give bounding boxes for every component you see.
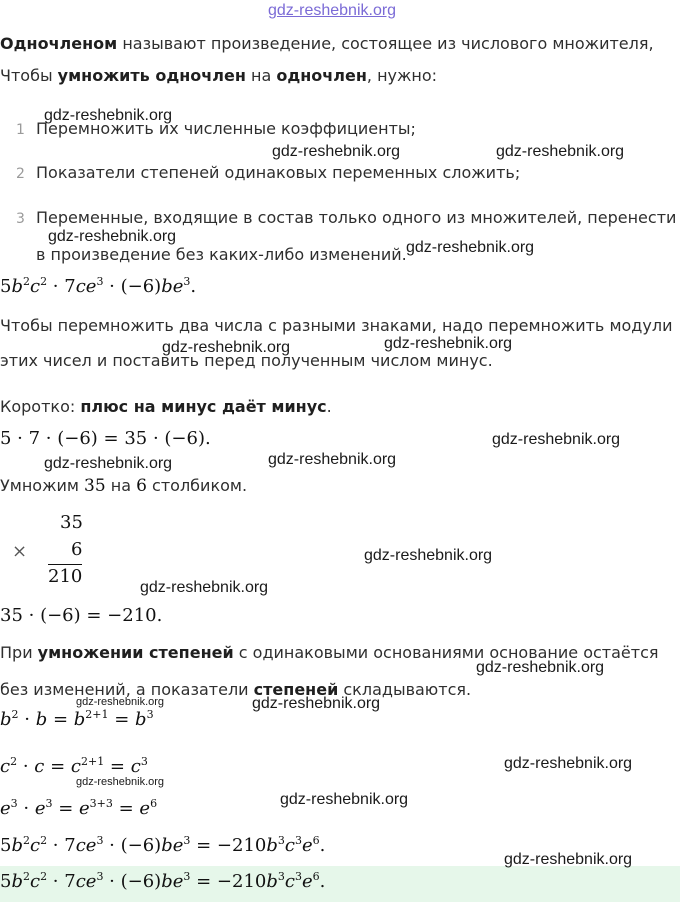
rule-bold-1: умножить одночлен bbox=[57, 66, 246, 85]
expression-product: $5b^2c^2 \cdot 7ce^3 \cdot (-6)be^3$. bbox=[0, 275, 197, 297]
equation-result: 35 · (−6) = −210. bbox=[0, 605, 163, 626]
watermark: gdz-reshebnik.org bbox=[268, 451, 397, 468]
signs-rule-line-2: этих чисел и поставить перед полученным числом минус. bbox=[0, 351, 493, 370]
watermark: gdz-reshebnik.org bbox=[496, 143, 625, 160]
watermark: gdz-reshebnik.org bbox=[162, 339, 291, 356]
watermark: gdz-reshebnik.org bbox=[280, 791, 409, 808]
watermark: gdz-reshebnik.org bbox=[504, 755, 633, 772]
step-number-1: 1 bbox=[16, 122, 25, 138]
watermark: gdz-reshebnik.org bbox=[76, 776, 165, 788]
watermark: gdz-reshebnik.org bbox=[140, 579, 269, 596]
definition-term: Одночленом bbox=[0, 34, 118, 53]
signs-rule-line-1: Чтобы перемножить два числа с разными знаками, надо перемножить модули bbox=[0, 316, 673, 335]
watermark: gdz-reshebnik.org bbox=[384, 335, 513, 352]
power-rule-e: $e^3 \cdot e^3 = e^{3+3} = e^6$ bbox=[0, 797, 158, 819]
power-rule-c: $c^2 \cdot c = c^{2+1} = c^3$ bbox=[0, 755, 148, 777]
watermark: gdz-reshebnik.org bbox=[272, 143, 401, 160]
final-answer: $5b^2c^2 \cdot 7ce^3 \cdot (-6)be^3 = -210b^3c^3e^6$. bbox=[0, 870, 326, 892]
watermark: gdz-reshebnik.org bbox=[76, 696, 165, 708]
column-result: 210 bbox=[48, 566, 83, 587]
watermark: gdz-reshebnik.org bbox=[44, 455, 173, 472]
step-text-3b: в произведение без каких-либо изменений. bbox=[36, 245, 407, 264]
watermark: gdz-reshebnik.org bbox=[476, 659, 605, 676]
column-intro: Умножим 35 на 6 столбиком. bbox=[0, 476, 248, 496]
rule-text-2: на bbox=[245, 66, 277, 85]
watermark: gdz-reshebnik.org bbox=[492, 431, 621, 448]
column-bottom-number: 6 bbox=[71, 539, 83, 560]
powers-rule-line-1: При умножении степеней с одинаковыми основаниями основание остаётся bbox=[0, 643, 659, 662]
definition-text: называют произведение, состоящее из числового множителя, bbox=[117, 34, 654, 53]
step-text-3a: Переменные, входящие в состав только одного из множителей, перенести bbox=[36, 208, 677, 227]
final-equation: $5b^2c^2 \cdot 7ce^3 \cdot (-6)be^3 = -210b^3c^3e^6$. bbox=[0, 834, 326, 856]
watermark: gdz-reshebnik.org bbox=[252, 695, 381, 712]
watermark: gdz-reshebnik.org bbox=[44, 107, 173, 124]
column-multiply-sign: × bbox=[12, 541, 28, 562]
power-rule-b: $b^2 \cdot b = b^{2+1} = b^3$ bbox=[0, 708, 154, 730]
step-number-2: 2 bbox=[16, 166, 25, 182]
rule-text-3: , нужно: bbox=[366, 66, 438, 85]
watermark: gdz-reshebnik.org bbox=[504, 851, 633, 868]
equation-signs: 5 · 7 · (−6) = 35 · (−6). bbox=[0, 428, 211, 449]
step-text-2: Показатели степеней одинаковых переменных сложить; bbox=[36, 163, 521, 182]
definition-line bbox=[0, 34, 654, 53]
column-top-number: 35 bbox=[60, 512, 83, 533]
powers-rule-line-2: без изменений, а показатели степеней складываются. bbox=[0, 680, 472, 699]
watermark-top-link[interactable]: gdz-reshebnik.org bbox=[268, 2, 397, 19]
watermark: gdz-reshebnik.org bbox=[364, 547, 493, 564]
rule-line bbox=[0, 66, 437, 85]
signs-short: Коротко: плюс на минус даёт минус. bbox=[0, 397, 332, 416]
watermark: gdz-reshebnik.org bbox=[48, 228, 177, 245]
step-text-1: Перемножить их численные коэффициенты; bbox=[36, 119, 416, 138]
rule-bold-2: одночлен bbox=[276, 66, 367, 85]
watermark: gdz-reshebnik.org bbox=[406, 239, 535, 256]
rule-text-1: Чтобы bbox=[0, 66, 58, 85]
step-number-3: 3 bbox=[16, 211, 25, 227]
